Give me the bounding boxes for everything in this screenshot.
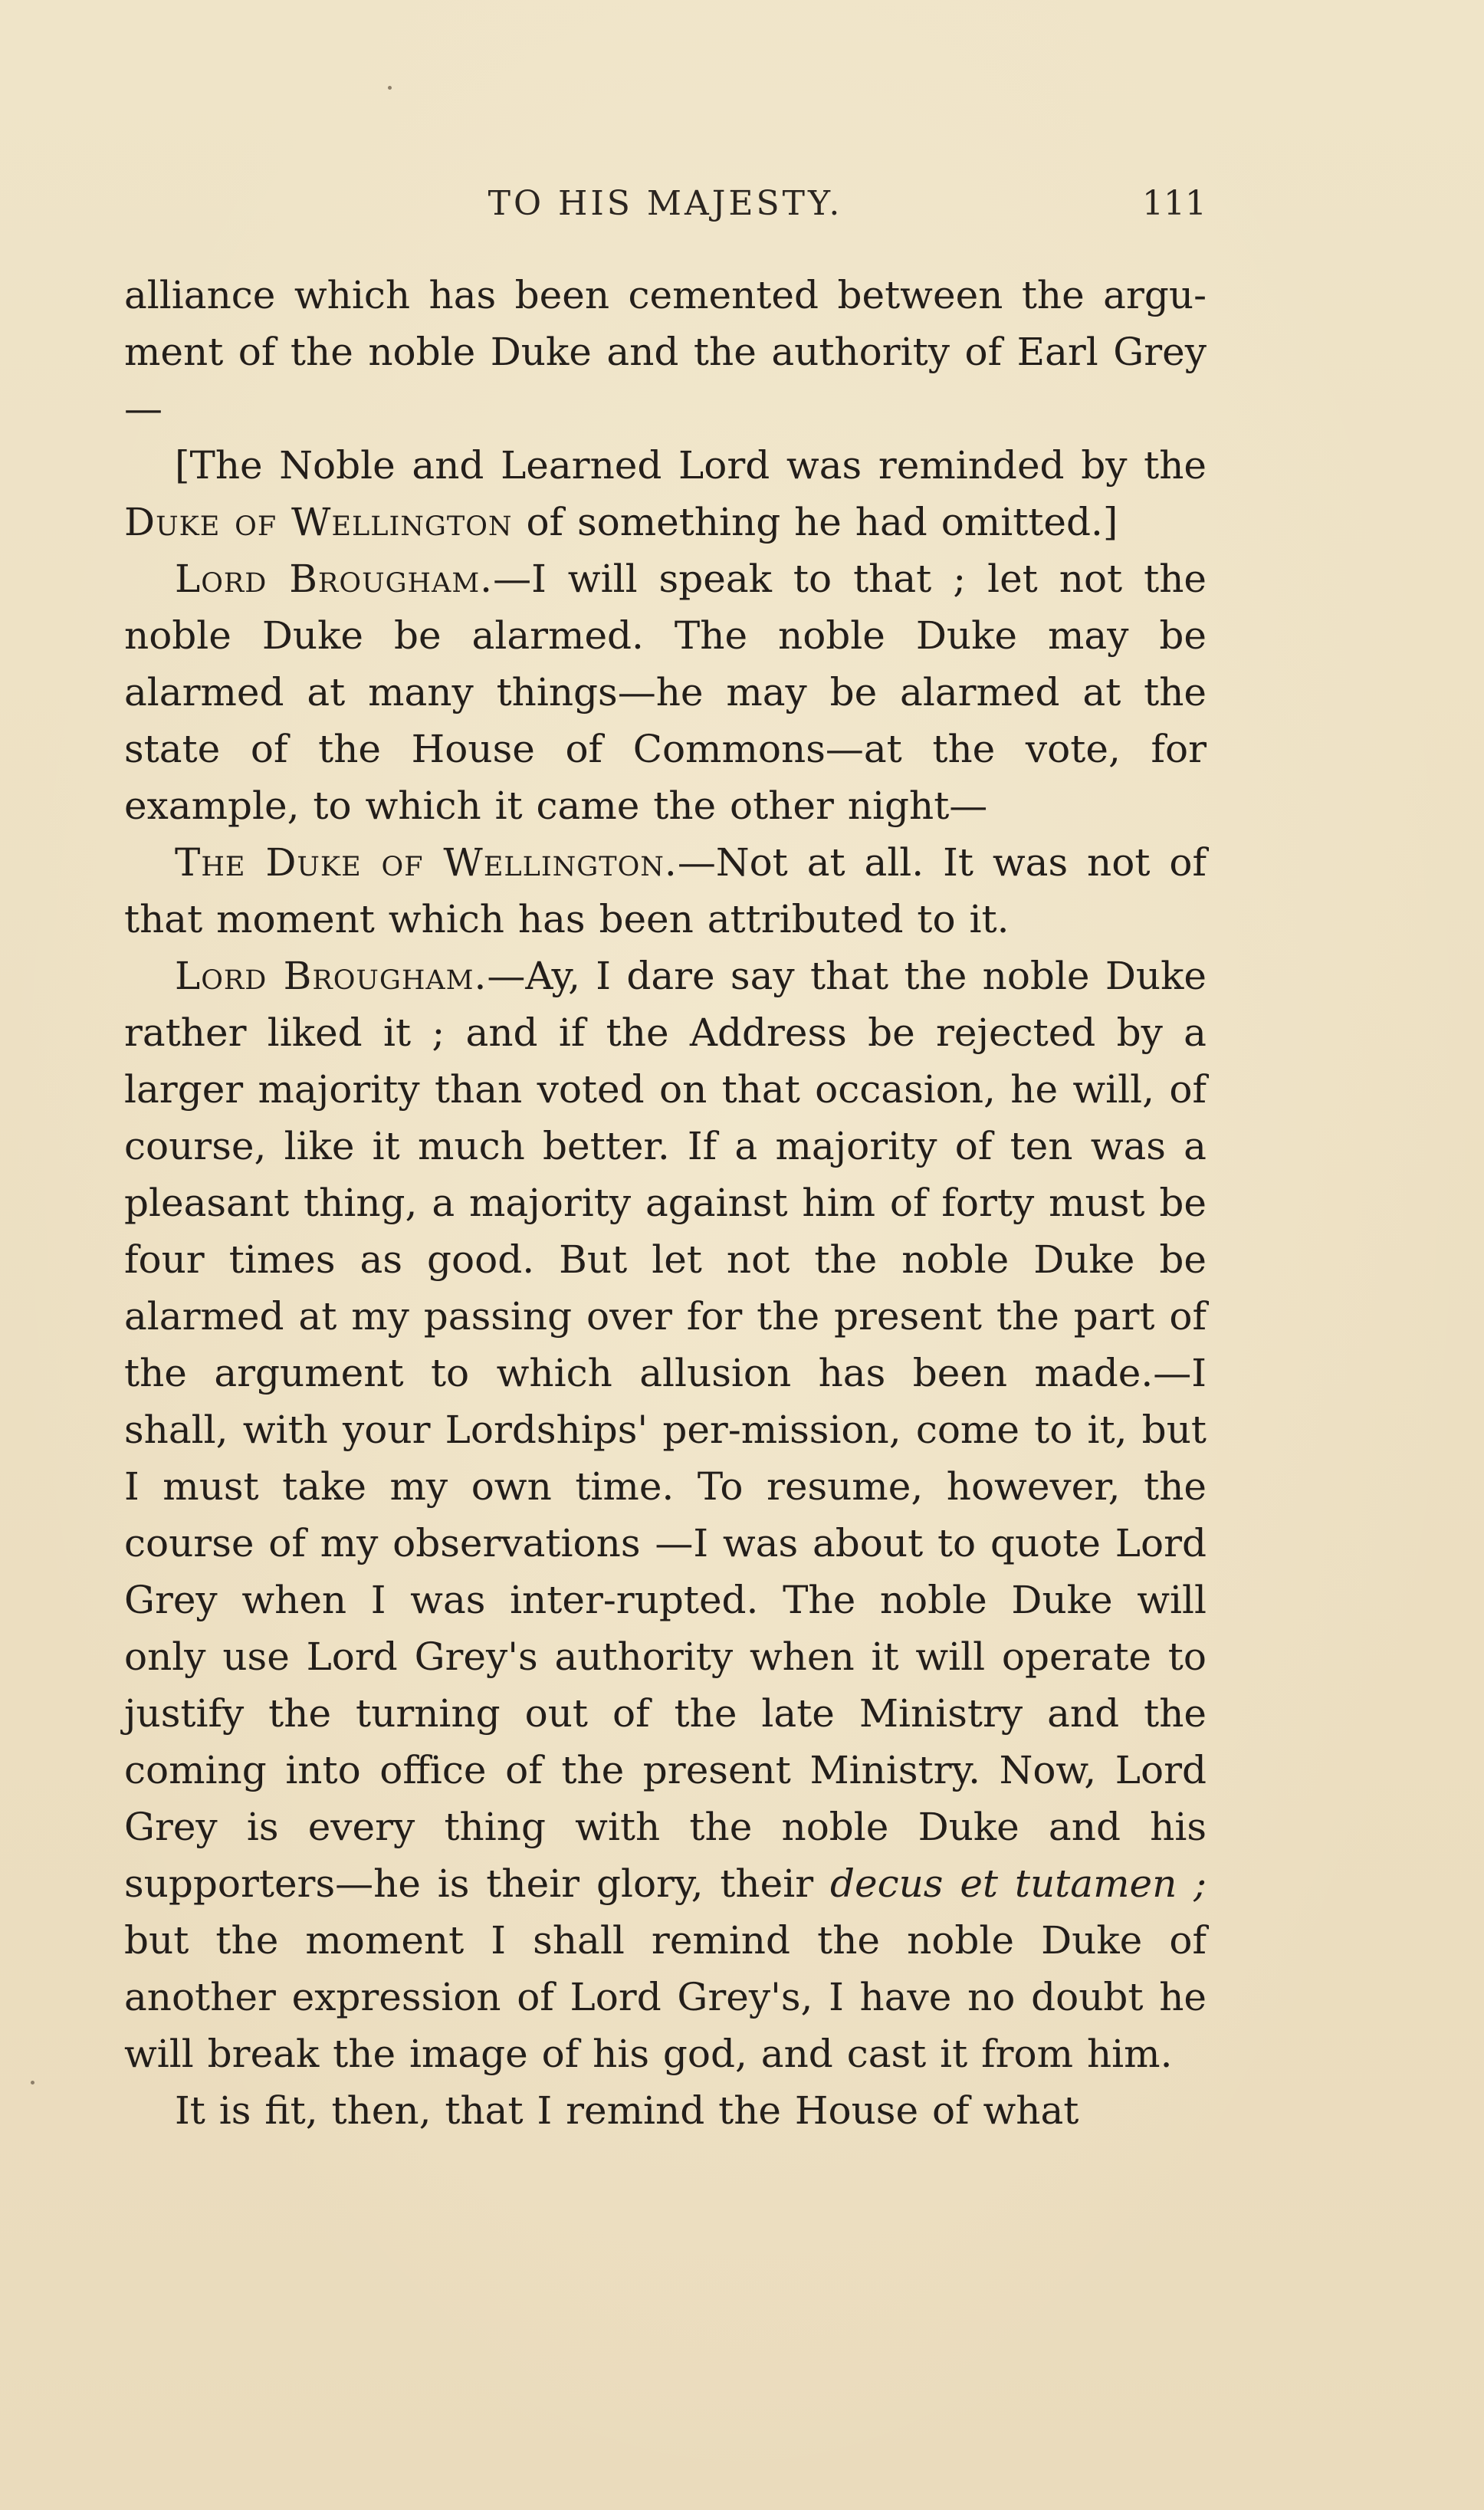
paragraph-text: alliance which has been cemented between the argu-ment of the noble Duke and the authority of Earl Grey—: [124, 273, 1207, 431]
paper-speck: [31, 2081, 34, 2085]
page-number: 111: [1142, 184, 1207, 223]
speaker-name: The Duke of Wellington.: [175, 840, 678, 885]
paragraph-text: —Ay, I dare say that the noble Duke rather liked it ; and if the Address be rejected by a larger majority than voted on that occasion, he will, of course, like it much better. If a majority of ten was a pleasant thing, a majority against him of forty must be four times as good. But let not the noble Duke be alarmed at my passing over for the present the part of the argument to which allusion has been made.—I shall, with your Lordships' per-mission, come to it, but I must take my own time. To resume, however, the course of my observations —I was about to quote Lord Grey when I was inter-rupted. The noble Duke will only use Lord Grey's authority when it will operate to justify the turning out of the late Ministry and the coming into office of the present Ministry. Now, Lord Grey is every thing with the noble Duke and his supporters—he is their glory, their: [124, 954, 1207, 1906]
paragraph-continuation: [124, 267, 1207, 437]
body-text: [124, 267, 1207, 2139]
paragraph-text: of something he had omitted.]: [512, 500, 1118, 544]
running-head: [124, 181, 1207, 227]
paragraph-text: It is fit, then, that I remind the House of what: [175, 2088, 1079, 2133]
running-title: TO HIS MAJESTY.: [488, 184, 843, 223]
paragraph-final: [124, 2082, 1207, 2139]
paragraph-text: [The Noble and Learned Lord was reminded by the: [175, 443, 1207, 488]
paragraph-speech: [124, 948, 1207, 2082]
paper-speck: [388, 86, 392, 90]
paragraph-text: —Not at all. It was not of that moment which has been attributed to it.: [124, 840, 1207, 941]
speaker-name: Lord Brougham.: [175, 954, 488, 998]
paragraph-text: —I will speak to that ; let not the noble Duke be alarmed. The noble Duke may be alarmed at many things—he may be alarmed at the state of the House of Commons—at the vote, for example, to which it came the other night—: [124, 557, 1207, 828]
speaker-name: Duke of Wellington: [124, 500, 513, 544]
latin-phrase: decus et tutamen ;: [829, 1861, 1207, 1906]
speaker-name: Lord Brougham.: [175, 557, 494, 601]
paragraph-speech: [124, 834, 1207, 948]
paragraph-text: but the moment I shall remind the noble Duke of another expression of Lord Grey's, I have no doubt he will break the image of his god, and cast it from him.: [124, 1918, 1207, 2076]
paragraph-stage-direction: [124, 437, 1207, 550]
paragraph-speech: [124, 550, 1207, 834]
